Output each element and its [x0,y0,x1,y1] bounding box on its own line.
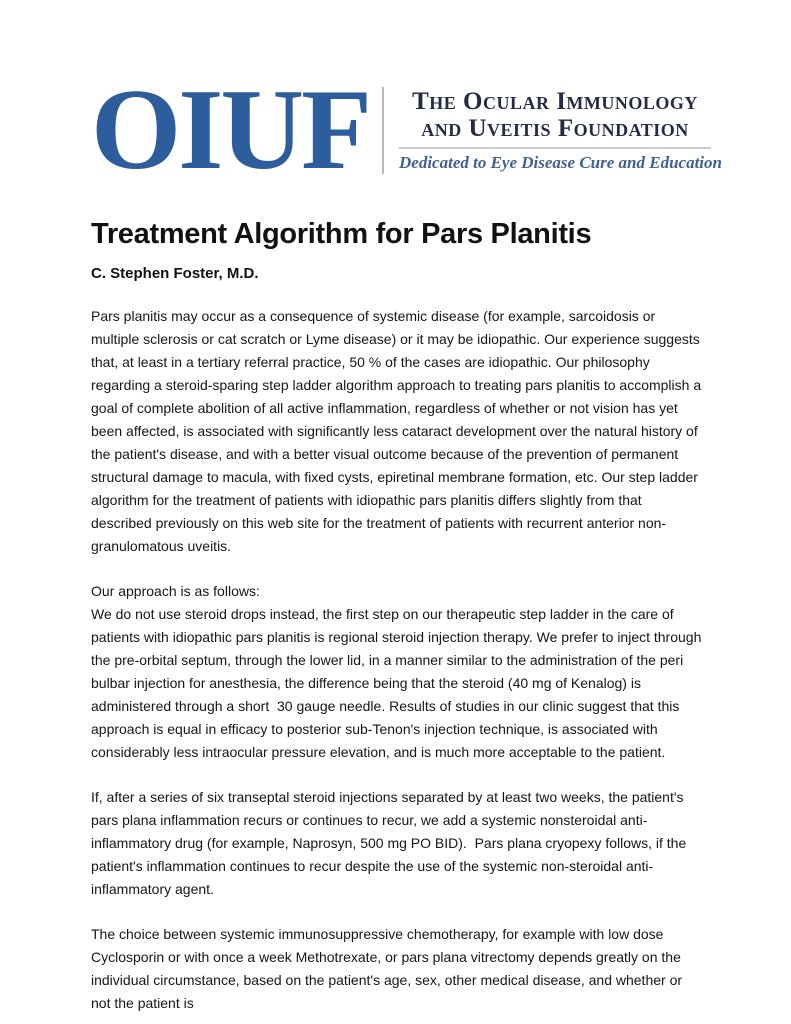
paragraph-nsaid-cryopexy: If, after a series of six transeptal steroid injections separated by at least two weeks, the patient's pars plana inflammation recurs or continues to recur, we add a systemic nonsteroidal anti-inflammatory drug (for example, Naprosyn, 500 mg PO BID). Pars plana cryopexy follows, if the patient's inflammation continues to recur despite the use of the systemic non-steroidal anti-inflammatory agent. [91,789,691,897]
page-content [91,66,722,1015]
paragraph-introduction: Pars planitis may occur as a consequence of systemic disease (for example, sarcoidosis or multiple sclerosis or cat scratch or Lyme disease) or it may be idiopathic. Our experience suggests that, at least in a tertiary referral practice, 50 % of the cases are idiopathic. Our philosophy regarding a steroid-sparing step ladder algorithm approach to treating pars planitis to accomplish a goal of complete abolition of all active inflammation, regardless of whether or not vision has yet been affected, is associated with significantly less cataract development over the natural history of the patient's disease, and with a better visual outcome because of the prevention of permanent structural damage to macula, with fixed cysts, epiretinal membrane formation, etc. Our step ladder algorithm for the treatment of patients with idiopathic pars planitis differs slightly from that described previously on this web site for the treatment of patients with recurrent anterior non-granulomatous uveitis. [91,308,706,554]
foundation-name-line1: The Ocular Immunology [412,87,698,115]
logo-vertical-divider [382,87,384,174]
logo-horizontal-rule [399,147,711,149]
oiuf-logo [91,66,722,194]
paragraph-approach [91,580,706,764]
article-body [91,305,706,1015]
oiuf-logo-acronym: OIUF [91,66,369,194]
foundation-name-line2: and Uveitis Foundation [421,114,689,142]
approach-body-text: We do not use steroid drops instead, the first step on our therapeutic step ladder in the care of patients with idiopathic pars planitis is regional steroid injection therapy. We prefer to inject through the pre-orbital septum, through the lower lid, in a manner similar to the administration of the peri bulbar injection for anesthesia, the difference being that the steroid (40 mg of Kenalog) is administered through a short 30 gauge needle. Results of studies in our clinic suggest that this approach is equal in efficacy to posterior sub-Tenon's injection technique, is associated with considerably less intraocular pressure elevation, and is much more acceptable to the patient. [91,606,706,760]
article-title: Treatment Algorithm for Pars Planitis [91,218,592,250]
article-author: C. Stephen Foster, M.D. [91,265,259,282]
paragraph-chemotherapy-choice: The choice between systemic immunosuppressive chemotherapy, for example with low dose Cyclosporin or with once a week Methotrexate, or pars plana vitrectomy depends greatly on the individual circumstance, based on the patient's age, sex, other medical disease, and whether or not the patient is [91,926,686,1011]
approach-label-line: Our approach is as follows: [91,583,260,599]
foundation-tagline: Dedicated to Eye Disease Cure and Education [399,152,722,172]
logo-wordmark [399,84,722,177]
